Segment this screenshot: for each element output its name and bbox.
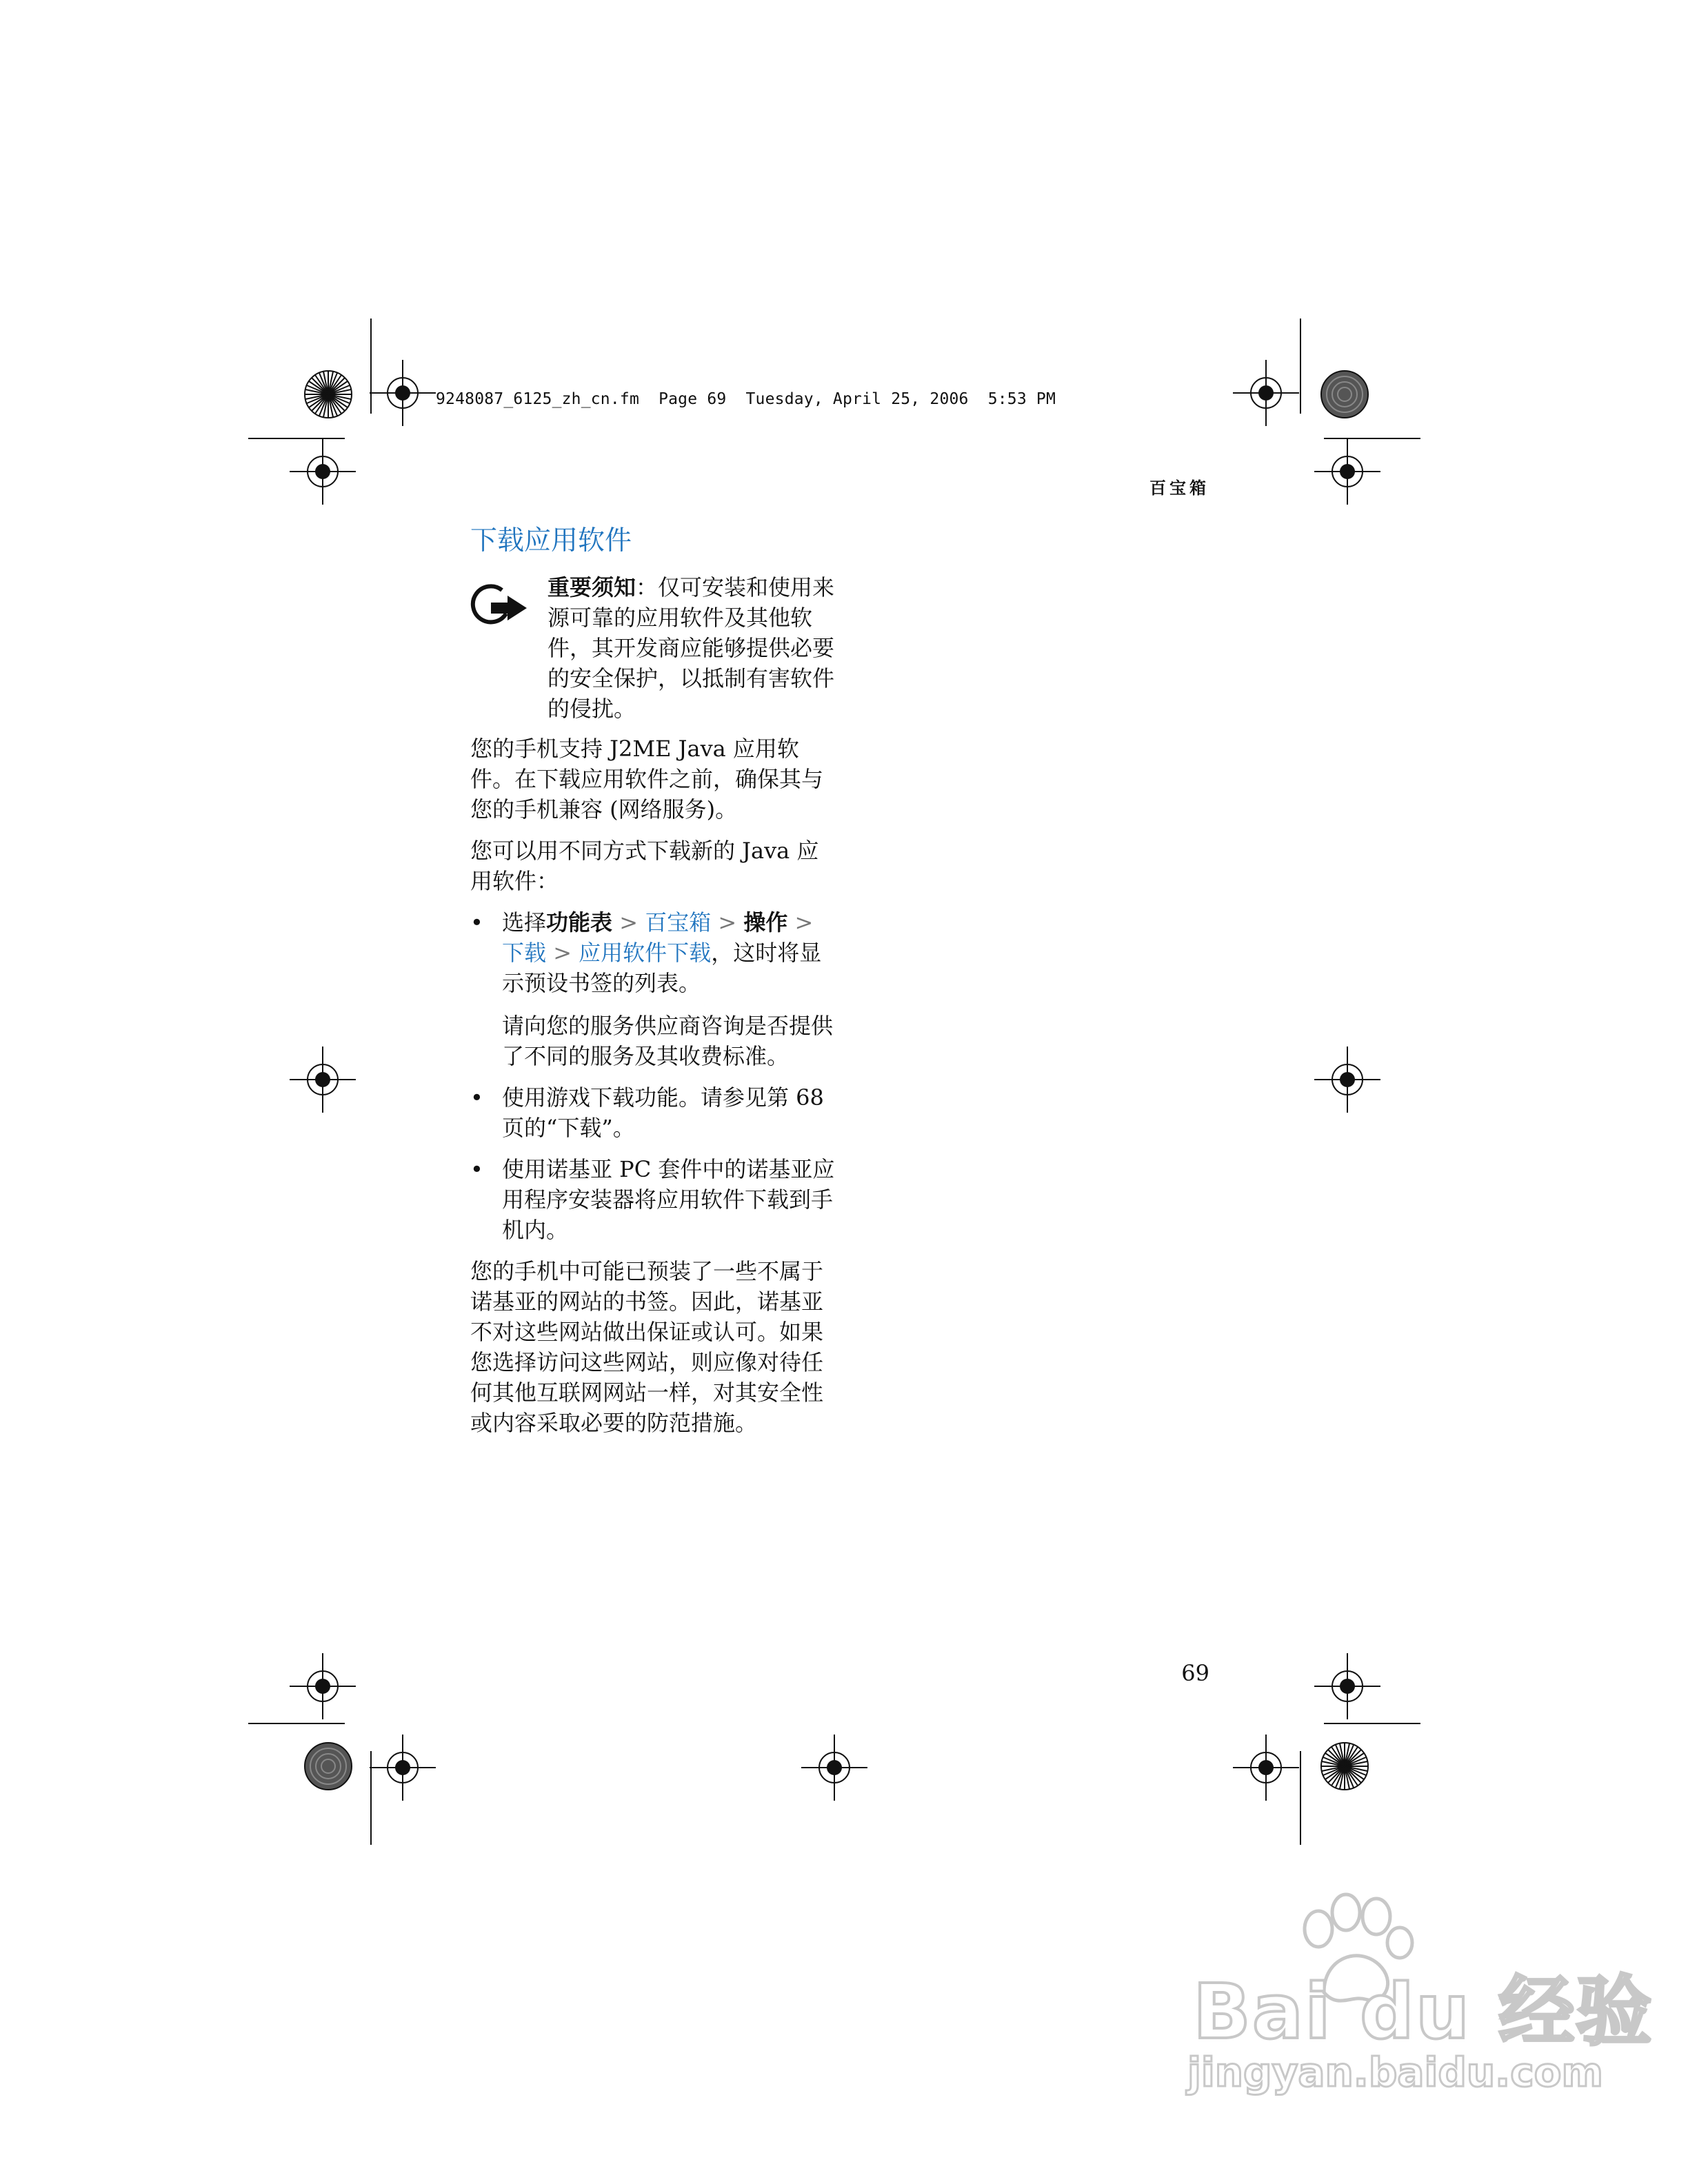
page-number: 69 — [1181, 1660, 1209, 1686]
download-methods-list — [470, 907, 836, 1245]
menu-path-options: 操作 — [743, 909, 788, 936]
watermark-brand: Bai du 经验 — [1193, 1968, 1654, 2056]
service-provider-note: 请向您的服务供应商咨询是否提供了不同的服务及其收费标准。 — [502, 1013, 834, 1069]
item-text: 使用游戏下载功能。请参见第 68 页的“下载”。 — [502, 1084, 824, 1141]
item-text: 使用诺基亚 PC 套件中的诺基亚应用程序安装器将应用软件下载到手机内。 — [502, 1156, 835, 1243]
running-head: 百宝箱 — [1149, 478, 1209, 498]
page-content — [470, 523, 836, 1449]
path-separator: > — [711, 909, 744, 936]
menu-path-functions: 功能表 — [546, 909, 613, 936]
item-prefix: 选择 — [502, 909, 547, 936]
important-note — [470, 572, 836, 724]
menu-path-apps[interactable]: 百宝箱 — [645, 909, 712, 936]
menu-path-download[interactable]: 下载 — [502, 940, 547, 966]
list-item — [470, 1082, 836, 1143]
path-separator: > — [787, 909, 814, 936]
paragraph-download-methods: 您可以用不同方式下载新的 Java 应用软件： — [470, 838, 819, 894]
note-text — [547, 572, 836, 724]
section-title: 下载应用软件 — [470, 525, 632, 556]
list-item — [470, 1154, 836, 1245]
baidu-watermark — [1172, 1889, 1654, 2123]
path-separator: > — [546, 940, 579, 966]
list-item — [470, 907, 836, 1071]
watermark-url: jingyan.baidu.com — [1187, 2049, 1603, 2096]
important-note-icon — [470, 582, 531, 629]
bullet-marker: • — [470, 1084, 483, 1111]
note-label: 重要须知 — [547, 574, 636, 600]
bullet-marker: • — [470, 909, 483, 936]
item-suffix: ，这时将显示预设书签的列表。 — [502, 940, 822, 996]
note-body: ：仅可安装和使用来源可靠的应用软件及其他软件，其开发商应能够提供必要的安全保护，以抵制有害软件的侵扰。 — [547, 574, 835, 722]
paragraph-bookmark-disclaimer: 您的手机中可能已预装了一些不属于诺基亚的网站的书签。因此，诺基亚不对这些网站做出保证或认可。如果您选择访问这些网站，则应像对待任何其他互联网网站一样，对其安全性或内容采取必要的防范措施。 — [470, 1258, 824, 1436]
bullet-marker: • — [470, 1156, 483, 1182]
path-separator: > — [612, 909, 645, 936]
paragraph-java-support: 您的手机支持 J2ME Java 应用软件。在下载应用软件之前，确保其与您的手机兼容 (网络服务)。 — [470, 736, 824, 822]
file-info-header: 9248087_6125_zh_cn.fm Page 69 Tuesday, April 25, 2006 5:53 PM — [436, 390, 1056, 408]
menu-path-app-download[interactable]: 应用软件下载 — [579, 940, 712, 966]
